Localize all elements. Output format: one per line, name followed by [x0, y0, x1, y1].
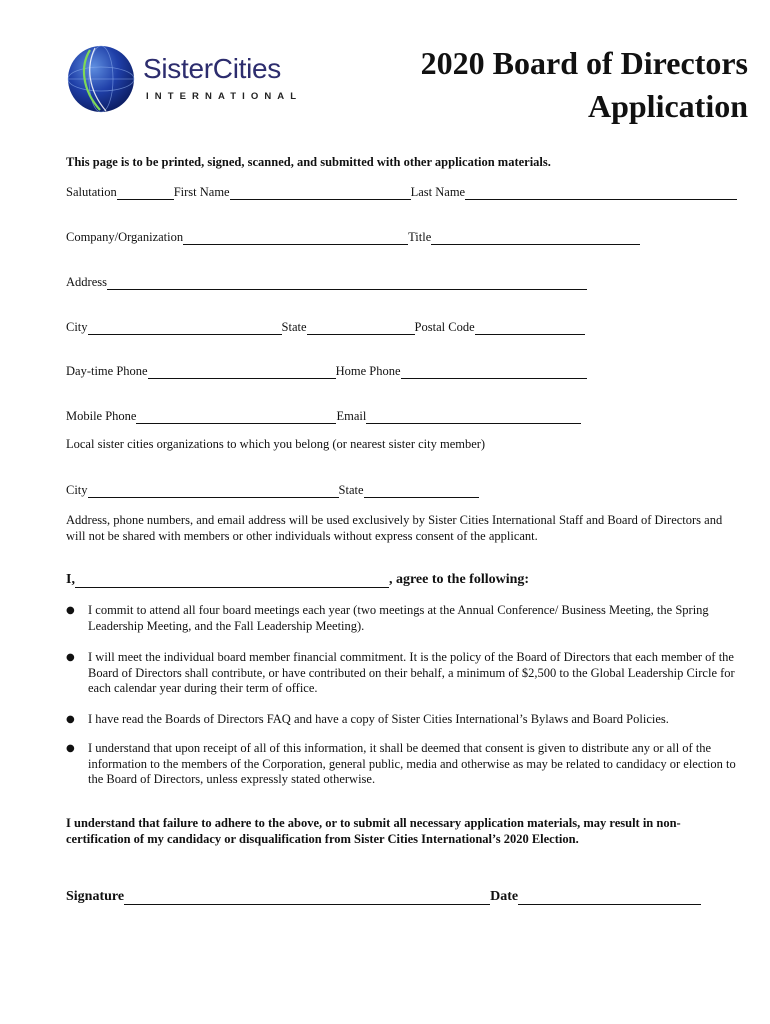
- title-field[interactable]: [431, 230, 640, 245]
- daytime-phone-field[interactable]: [148, 364, 336, 379]
- sister-cities-logo: [66, 44, 316, 116]
- title-line-1: 2020 Board of Directors: [420, 45, 748, 81]
- daytime-phone-label: Day-time Phone: [66, 364, 148, 378]
- agreement-suffix: , agree to the following:: [388, 572, 530, 587]
- date-label: Date: [490, 889, 519, 904]
- applicant-name-field[interactable]: [75, 572, 389, 588]
- signature-label: Signature: [66, 889, 125, 904]
- city-field[interactable]: [88, 320, 282, 335]
- local-orgs-prompt: Local sister cities organizations to which you belong (or nearest sister city member): [66, 437, 486, 451]
- date-field[interactable]: [518, 888, 701, 905]
- home-phone-label: Home Phone: [335, 364, 401, 378]
- mobile-row: [66, 406, 581, 424]
- postal-code-label: Postal Code: [414, 320, 475, 334]
- list-item-text: I commit to attend all four board meetings each year (two meetings at the Annual Conference/ Business Meeting, the Spring Leadership Meeting, and the Fall Leadership Meeting).: [88, 603, 709, 633]
- city-label: City: [66, 320, 88, 334]
- agreement-list: [66, 603, 736, 788]
- final-statement: I understand that failure to adhere to the above, or to submit all necessary application materials, may result in non-certification of my candidacy or disqualification from Sister Cities International’s 2020 Election.: [66, 816, 681, 846]
- postal-code-field[interactable]: [475, 320, 585, 335]
- org-city-label: City: [66, 483, 88, 497]
- print-notice: This page is to be printed, signed, scanned, and submitted with other application materials.: [66, 155, 551, 169]
- bullet-icon: ●: [66, 605, 75, 616]
- list-item-text: I have read the Boards of Directors FAQ and have a copy of Sister Cities International’s Bylaws and Board Policies.: [88, 711, 669, 726]
- phone-row: [66, 361, 587, 379]
- company-label: Company/Organization: [66, 230, 184, 244]
- list-item-text: I will meet the individual board member financial commitment. It is the policy of the Board of Directors that each member of the Board of Directors shall contribute, or have contributed on their behalf, a minimum of $2,500 to the Global Leadership Circle for each calendar year during their term of office.: [88, 650, 735, 695]
- salutation-field[interactable]: [117, 185, 174, 200]
- org-state-field[interactable]: [364, 483, 479, 498]
- last-name-label: Last Name: [410, 185, 466, 199]
- bullet-icon: ●: [66, 652, 75, 663]
- list-item: [66, 650, 736, 697]
- address-field[interactable]: [107, 275, 587, 290]
- globe-icon: [66, 44, 136, 114]
- org-city-row: [66, 480, 479, 498]
- address-row: [66, 272, 587, 290]
- state-label: State: [281, 320, 307, 334]
- address-label: Address: [66, 275, 107, 289]
- mobile-phone-label: Mobile Phone: [66, 409, 137, 423]
- logo-subtitle: INTERNATIONAL: [146, 91, 303, 102]
- title-line-2: Application: [587, 88, 748, 124]
- mobile-phone-field[interactable]: [136, 409, 336, 424]
- email-field[interactable]: [366, 409, 581, 424]
- email-label: Email: [336, 409, 367, 423]
- name-row: [66, 182, 737, 200]
- bullet-icon: ●: [66, 713, 75, 725]
- privacy-note: Address, phone numbers, and email address will be used exclusively by Sister Cities International Staff and Board of Directors and will not be shared with members or other individuals without express consent of the applicant.: [66, 513, 723, 543]
- logo-wordmark: SisterCities: [143, 53, 281, 84]
- org-city-field[interactable]: [88, 483, 339, 498]
- signature-row: [66, 888, 701, 905]
- list-item: [66, 712, 736, 728]
- list-item: [66, 741, 736, 788]
- first-name-field[interactable]: [230, 185, 411, 200]
- city-row: [66, 317, 585, 335]
- last-name-field[interactable]: [465, 185, 737, 200]
- agreement-line: [66, 572, 529, 588]
- list-item: [66, 603, 736, 634]
- home-phone-field[interactable]: [401, 364, 587, 379]
- org-state-label: State: [338, 483, 364, 497]
- agreement-prefix: I,: [66, 572, 75, 587]
- list-item-text: I understand that upon receipt of all of this information, it shall be deemed that consent is given to distribute any or all of the information to the members of the Corporation, general public, media and otherwise as may be related to candidacy or election to the Board of Directors, unless expressly stated otherwise.: [88, 741, 736, 786]
- company-row: [66, 227, 640, 245]
- company-field[interactable]: [183, 230, 408, 245]
- signature-field[interactable]: [124, 888, 490, 905]
- title-label: Title: [408, 230, 432, 244]
- first-name-label: First Name: [173, 185, 230, 199]
- salutation-label: Salutation: [66, 185, 117, 199]
- bullet-icon: ●: [66, 743, 75, 754]
- page-title: [421, 42, 748, 128]
- state-field[interactable]: [307, 320, 415, 335]
